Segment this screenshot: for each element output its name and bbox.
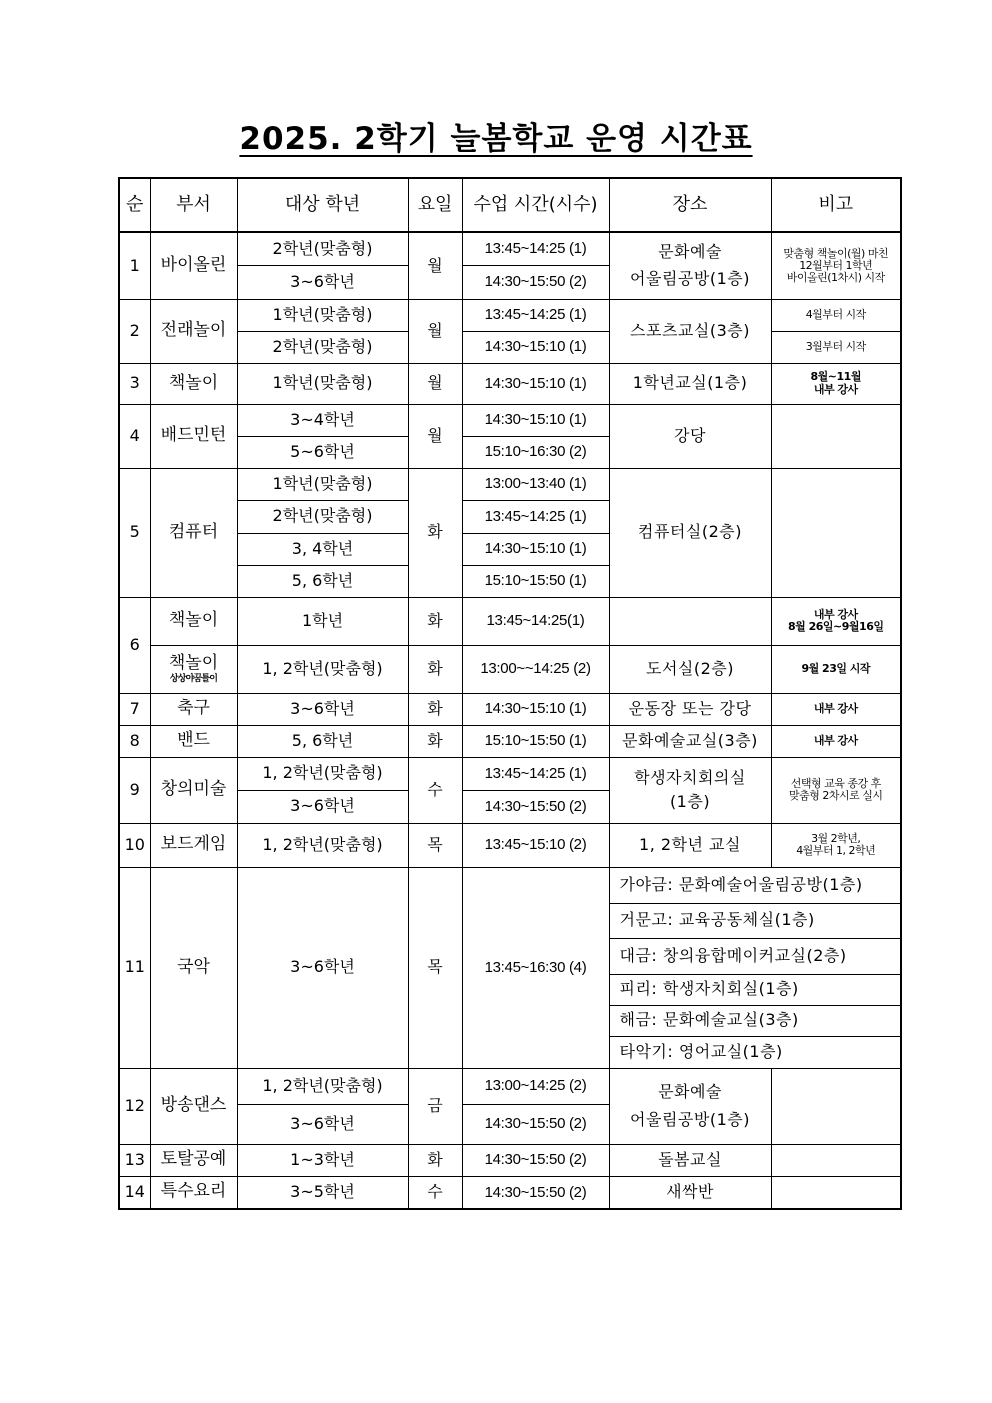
table-row xyxy=(119,867,901,903)
header-no: 순 xyxy=(119,178,150,232)
table-row xyxy=(119,1176,901,1209)
table-row xyxy=(119,757,901,790)
cell-grade: 1학년 xyxy=(237,597,408,645)
cell-time: 13:45~14:25 (1) xyxy=(462,757,609,790)
cell-grade: 3, 4학년 xyxy=(237,533,408,565)
table-row xyxy=(119,468,901,500)
cell-place: 돌봄교실 xyxy=(609,1144,771,1176)
note-line: 바이올린(1차시) 시작 xyxy=(786,270,885,284)
cell-grade: 1학년(맞춤형) xyxy=(237,468,408,500)
cell-no: 2 xyxy=(119,299,150,363)
cell-time: 14:30~15:50 (2) xyxy=(462,265,609,299)
cell-dept: 방송댄스 xyxy=(150,1068,237,1144)
note-line: 8월 26일~9월16일 xyxy=(788,620,884,633)
cell-grade: 1학년(맞춤형) xyxy=(237,299,408,331)
cell-day: 월 xyxy=(408,363,462,404)
cell-note xyxy=(771,404,901,468)
cell-grade: 3~6학년 xyxy=(237,790,408,823)
note-line: 선택형 교육 종강 후 xyxy=(790,776,881,790)
cell-time: 13:45~16:30 (4) xyxy=(462,867,609,1068)
cell-grade: 3~6학년 xyxy=(237,1104,408,1144)
cell-dept: 특수요리 xyxy=(150,1176,237,1209)
cell-grade: 2학년(맞춤형) xyxy=(237,232,408,265)
cell-no: 14 xyxy=(119,1176,150,1209)
cell-note xyxy=(771,363,901,404)
cell-place: 문화예술교실(3층) xyxy=(609,725,771,757)
cell-dept: 컴퓨터 xyxy=(150,468,237,597)
cell-time: 13:45~14:25 (1) xyxy=(462,500,609,533)
cell-grade: 1, 2학년(맞춤형) xyxy=(237,823,408,867)
cell-time: 14:30~15:10 (1) xyxy=(462,331,609,363)
note-line: 내부 강사 xyxy=(813,382,858,396)
cell-dept: 보드게임 xyxy=(150,823,237,867)
cell-time: 14:30~15:50 (2) xyxy=(462,790,609,823)
cell-note xyxy=(771,823,901,867)
cell-time: 15:10~15:50 (1) xyxy=(462,725,609,757)
cell-day: 수 xyxy=(408,757,462,823)
cell-grade: 3~6학년 xyxy=(237,693,408,725)
place-line: 어울림공방(1층) xyxy=(630,1109,750,1129)
cell-place: 스포츠교실(3층) xyxy=(609,299,771,363)
cell-place xyxy=(609,757,771,823)
cell-time: 14:30~15:10 (1) xyxy=(462,363,609,404)
cell-time: 15:10~16:30 (2) xyxy=(462,436,609,468)
cell-place: 1학년교실(1층) xyxy=(609,363,771,404)
cell-time: 13:45~14:25 (1) xyxy=(462,299,609,331)
cell-place: 대금: 창의융합메이커교실(2층) xyxy=(609,938,901,974)
cell-note xyxy=(771,232,901,299)
cell-place: 피리: 학생자치회실(1층) xyxy=(609,974,901,1005)
cell-day: 목 xyxy=(408,867,462,1068)
cell-no: 13 xyxy=(119,1144,150,1176)
header-dept: 부서 xyxy=(150,178,237,232)
place-line: 학생자치회의실 xyxy=(634,767,746,787)
cell-day: 화 xyxy=(408,597,462,645)
cell-day: 월 xyxy=(408,404,462,468)
note-line: 12월부터 1학년 xyxy=(799,258,873,272)
cell-dept: 창의미술 xyxy=(150,757,237,823)
cell-grade: 1, 2학년(맞춤형) xyxy=(237,645,408,693)
cell-grade: 5, 6학년 xyxy=(237,565,408,597)
cell-day: 화 xyxy=(408,645,462,693)
cell-day: 화 xyxy=(408,693,462,725)
cell-dept: 밴드 xyxy=(150,725,237,757)
cell-place xyxy=(609,1068,771,1144)
cell-grade: 3~5학년 xyxy=(237,1176,408,1209)
timetable xyxy=(118,177,902,1210)
cell-note xyxy=(771,1144,901,1176)
table-row xyxy=(119,232,901,265)
place-line: 문화예술 xyxy=(658,1082,722,1102)
place-line: 문화예술 xyxy=(658,241,722,261)
cell-grade: 3~6학년 xyxy=(237,867,408,1068)
dept-label: 책놀이 xyxy=(168,653,219,674)
cell-day: 금 xyxy=(408,1068,462,1144)
cell-note xyxy=(771,468,901,597)
table-row xyxy=(119,331,901,363)
cell-time: 14:30~15:50 (2) xyxy=(462,1176,609,1209)
note-line: 맞춤형 2차시로 실시 xyxy=(789,789,883,802)
cell-time: 15:10~15:50 (1) xyxy=(462,565,609,597)
note-line: 3월 2학년, xyxy=(811,831,861,845)
cell-no: 1 xyxy=(119,232,150,299)
cell-no: 9 xyxy=(119,757,150,823)
table-row xyxy=(119,404,901,436)
cell-time: 14:30~15:50 (2) xyxy=(462,1104,609,1144)
header-row xyxy=(119,178,901,232)
place-line: (1층) xyxy=(669,792,711,811)
table-row xyxy=(119,645,901,693)
cell-dept: 축구 xyxy=(150,693,237,725)
cell-note xyxy=(771,757,901,823)
cell-time: 13:00~13:40 (1) xyxy=(462,468,609,500)
cell-place: 도서실(2층) xyxy=(609,645,771,693)
note-line: 맞춤형 책놀이(월) 마친 xyxy=(783,246,889,260)
cell-grade: 1, 2학년(맞춤형) xyxy=(237,757,408,790)
cell-place: 컴퓨터실(2층) xyxy=(609,468,771,597)
cell-dept: 책놀이 xyxy=(150,597,237,645)
cell-day: 목 xyxy=(408,823,462,867)
dept-sublabel: 상상야꿈틀이 xyxy=(169,673,218,684)
table-row xyxy=(119,725,901,757)
cell-time: 13:45~15:10 (2) xyxy=(462,823,609,867)
table-row xyxy=(119,597,901,645)
cell-dept: 국악 xyxy=(150,867,237,1068)
cell-day: 월 xyxy=(408,232,462,299)
header-grade: 대상 학년 xyxy=(237,178,408,232)
cell-dept xyxy=(150,645,237,693)
cell-grade: 2학년(맞춤형) xyxy=(237,331,408,363)
cell-time: 14:30~15:10 (1) xyxy=(462,404,609,436)
cell-dept: 배드민턴 xyxy=(150,404,237,468)
page-title: 2025. 2학기 늘봄학교 운영 시간표 xyxy=(239,121,753,157)
cell-no: 8 xyxy=(119,725,150,757)
note-line: 내부 강사 xyxy=(813,607,858,621)
cell-time: 13:00~14:25 (2) xyxy=(462,1068,609,1104)
cell-place: 운동장 또는 강당 xyxy=(609,693,771,725)
cell-grade: 3~4학년 xyxy=(237,404,408,436)
cell-place: 1, 2학년 교실 xyxy=(609,823,771,867)
cell-time: 14:30~15:10 (1) xyxy=(462,533,609,565)
cell-day: 화 xyxy=(408,468,462,597)
cell-grade: 5~6학년 xyxy=(237,436,408,468)
place-line: 어울림공방(1층) xyxy=(630,269,750,289)
cell-no: 5 xyxy=(119,468,150,597)
cell-place: 가야금: 문화예술어울림공방(1층) xyxy=(609,867,901,903)
cell-place xyxy=(609,232,771,299)
cell-time: 14:30~15:50 (2) xyxy=(462,1144,609,1176)
cell-day: 화 xyxy=(408,725,462,757)
cell-grade: 5, 6학년 xyxy=(237,725,408,757)
cell-note: 4월부터 시작 xyxy=(771,299,901,331)
cell-note: 내부 강사 xyxy=(771,725,901,757)
cell-day: 월 xyxy=(408,299,462,363)
cell-place: 타악기: 영어교실(1층) xyxy=(609,1036,901,1068)
cell-no: 7 xyxy=(119,693,150,725)
cell-grade: 1학년(맞춤형) xyxy=(237,363,408,404)
header-place: 장소 xyxy=(609,178,771,232)
cell-grade: 3~6학년 xyxy=(237,265,408,299)
cell-place xyxy=(609,597,771,645)
cell-note xyxy=(771,1068,901,1144)
cell-day: 화 xyxy=(408,1144,462,1176)
header-time: 수업 시간(시수) xyxy=(462,178,609,232)
cell-dept: 책놀이 xyxy=(150,363,237,404)
table-row xyxy=(119,299,901,331)
cell-time: 14:30~15:10 (1) xyxy=(462,693,609,725)
cell-time: 13:00~~14:25 (2) xyxy=(462,645,609,693)
note-line: 8월~11월 xyxy=(810,370,861,384)
cell-place: 거문고: 교육공동체실(1층) xyxy=(609,903,901,938)
cell-place: 해금: 문화예술교실(3층) xyxy=(609,1005,901,1036)
cell-no: 12 xyxy=(119,1068,150,1144)
cell-dept: 바이올린 xyxy=(150,232,237,299)
cell-time: 13:45~14:25 (1) xyxy=(462,232,609,265)
header-day: 요일 xyxy=(408,178,462,232)
cell-time: 13:45~14:25(1) xyxy=(462,597,609,645)
cell-place: 새싹반 xyxy=(609,1176,771,1209)
table-row xyxy=(119,823,901,867)
cell-dept: 토탈공예 xyxy=(150,1144,237,1176)
cell-place: 강당 xyxy=(609,404,771,468)
cell-note xyxy=(771,597,901,645)
cell-note: 3월부터 시작 xyxy=(771,331,901,363)
cell-no: 6 xyxy=(119,597,150,693)
table-row xyxy=(119,1144,901,1176)
header-note: 비고 xyxy=(771,178,901,232)
table-row xyxy=(119,1068,901,1104)
cell-no: 10 xyxy=(119,823,150,867)
cell-grade: 1, 2학년(맞춤형) xyxy=(237,1068,408,1104)
cell-note: 내부 강사 xyxy=(771,693,901,725)
cell-note: 9월 23일 시작 xyxy=(771,645,901,693)
table-row xyxy=(119,363,901,404)
table-row xyxy=(119,693,901,725)
cell-day: 수 xyxy=(408,1176,462,1209)
cell-note xyxy=(771,1176,901,1209)
cell-dept: 전래놀이 xyxy=(150,299,237,363)
cell-no: 3 xyxy=(119,363,150,404)
cell-grade: 1~3학년 xyxy=(237,1144,408,1176)
cell-no: 11 xyxy=(119,867,150,1068)
cell-no: 4 xyxy=(119,404,150,468)
cell-grade: 2학년(맞춤형) xyxy=(237,500,408,533)
note-line: 4월부터 1, 2학년 xyxy=(796,844,876,857)
